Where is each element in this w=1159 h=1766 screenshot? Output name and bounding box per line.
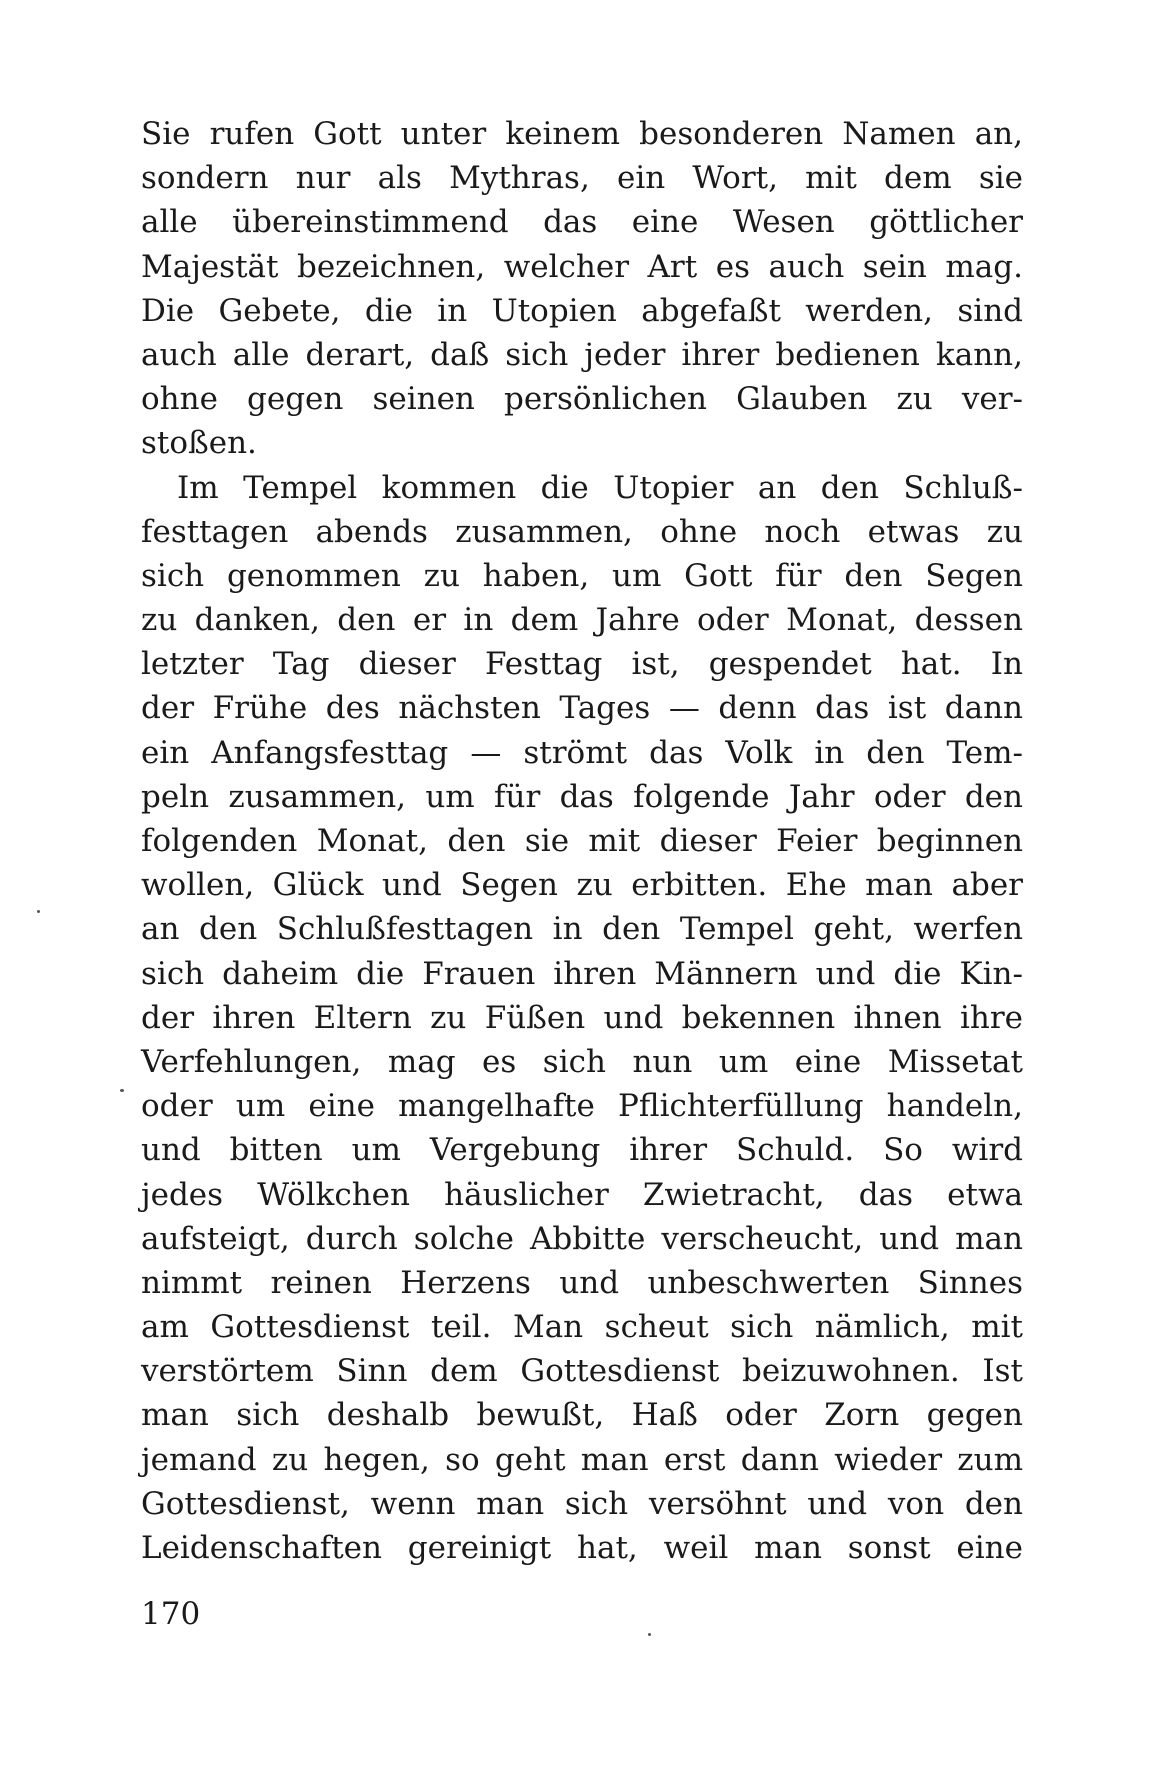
text-line: folgenden Monat, den sie mit dieser Feier beginnen xyxy=(141,823,1023,859)
text-line: alle übereinstimmend das eine Wesen göttlicher xyxy=(141,204,1023,241)
text-line: peln zusammen, um für das folgende Jahr oder den xyxy=(141,778,1023,815)
text-line: auch alle derart, daß sich jeder ihrer bedienen kann, xyxy=(141,336,1023,373)
text-line: zu danken, den er in dem Jahre oder Monat, dessen xyxy=(141,602,1023,639)
text-line: jemand zu hegen, so geht man erst dann wieder zum xyxy=(141,1441,1023,1478)
text-line: letzter Tag dieser Festtag ist, gespendet hat. In xyxy=(141,646,1023,683)
text-line: Verfehlungen, mag es sich nun um eine Missetat xyxy=(141,1043,1023,1080)
text-line: und bitten um Vergebung ihrer Schuld. So wird xyxy=(141,1132,1023,1169)
text-line: am Gottesdienst teil. Man scheut sich nämlich, mit xyxy=(141,1309,1023,1346)
text-line: verstörtem Sinn dem Gottesdienst beizuwohnen. Ist xyxy=(141,1353,1023,1390)
text-line: Die Gebete, die in Utopien abgefaßt werden, sind xyxy=(141,292,1023,329)
page-number: 170 xyxy=(141,1596,201,1632)
text-line: ohne gegen seinen persönlichen Glauben zu ver- xyxy=(141,381,1023,418)
text-line: Gottesdienst, wenn man sich versöhnt und von den xyxy=(141,1485,1023,1522)
body-text xyxy=(141,112,1023,1570)
text-line: man sich deshalb bewußt, Haß oder Zorn gegen xyxy=(141,1397,1023,1434)
text-line: der Frühe des nächsten Tages — denn das ist dann xyxy=(141,690,1023,727)
text-line: Leidenschaften gereinigt hat, weil man sonst eine xyxy=(141,1530,1023,1566)
text-line: Im Tempel kommen die Utopier an den Schluß- xyxy=(177,469,1023,506)
text-line: sondern nur als Mythras, ein Wort, mit dem sie xyxy=(141,160,1023,197)
text-line: der ihren Eltern zu Füßen und bekennen ihnen ihre xyxy=(141,999,1023,1036)
text-line: sich daheim die Frauen ihren Männern und die Kin- xyxy=(141,955,1023,992)
text-line: stoßen. xyxy=(141,425,257,462)
text-line: aufsteigt, durch solche Abbitte verscheucht, und man xyxy=(141,1220,1023,1257)
text-line: ein Anfangsfesttag — strömt das Volk in den Tem- xyxy=(141,734,1023,771)
text-line: nimmt reinen Herzens und unbeschwerten Sinnes xyxy=(141,1264,1023,1301)
scan-speck xyxy=(648,1633,651,1636)
text-line: an den Schlußfesttagen in den Tempel geht, werfen xyxy=(141,911,1023,948)
text-line: wollen, Glück und Segen zu erbitten. Ehe man aber xyxy=(141,867,1023,904)
text-line: festtagen abends zusammen, ohne noch etwas zu xyxy=(141,513,1023,550)
text-line: Majestät bezeichnen, welcher Art es auch sein mag. xyxy=(141,248,1023,285)
scan-speck xyxy=(120,1089,124,1092)
text-line: Sie rufen Gott unter keinem besonderen Namen an, xyxy=(141,116,1023,152)
text-line: oder um eine mangelhafte Pflichterfüllung handeln, xyxy=(141,1088,1023,1125)
text-line: sich genommen zu haben, um Gott für den Segen xyxy=(141,557,1023,594)
text-line: jedes Wölkchen häuslicher Zwietracht, das etwa xyxy=(141,1176,1023,1213)
scan-speck xyxy=(37,910,40,913)
